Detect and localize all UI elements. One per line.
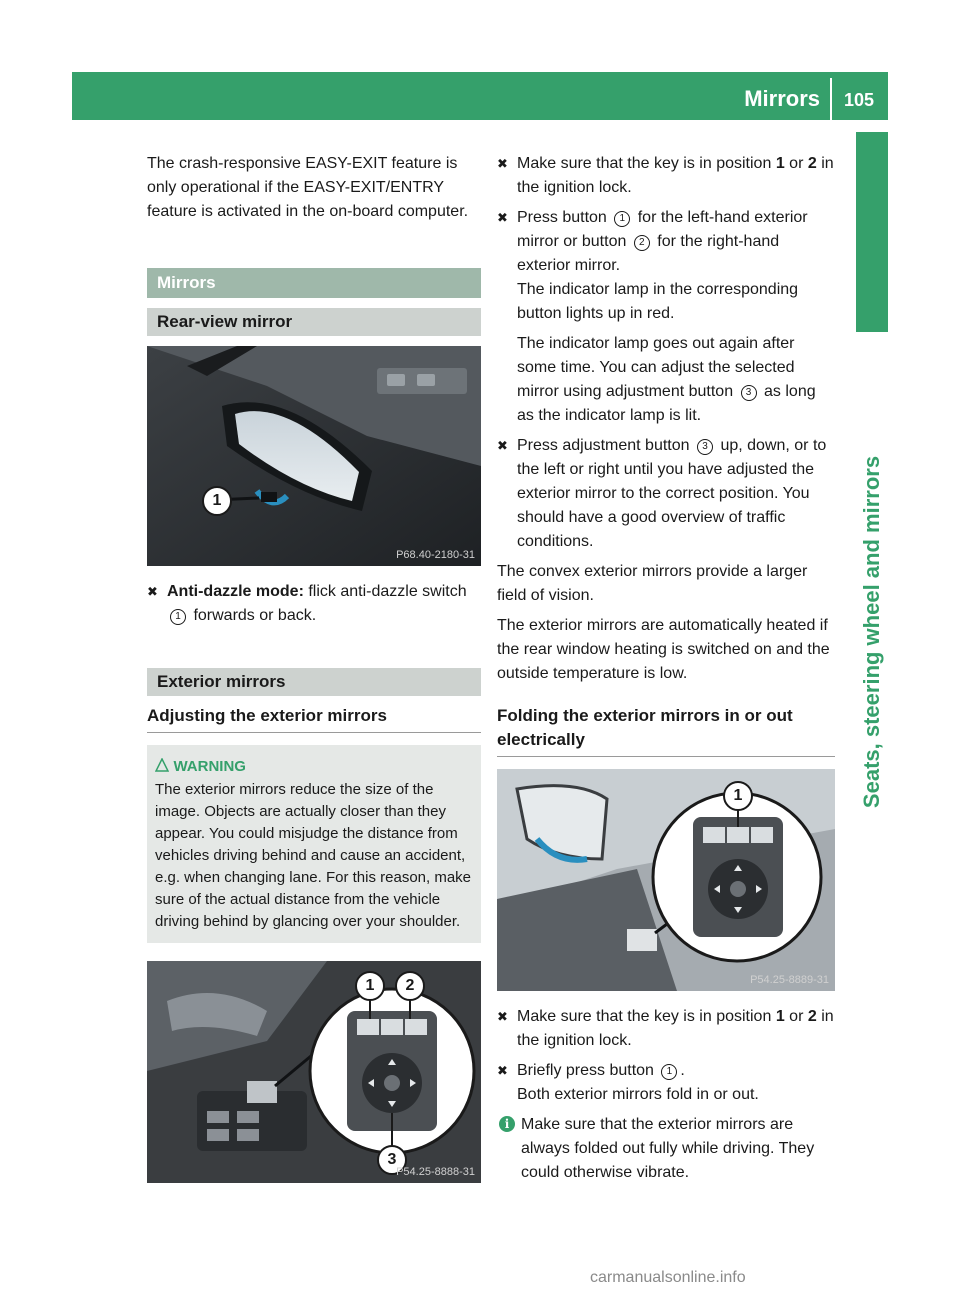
- section-heading-mirrors: Mirrors: [147, 268, 481, 298]
- warning-header: [155, 755, 473, 779]
- warning-text: The exterior mirrors reduce the size of the image. Objects are actually closer than they appear. You could misjudge the distance from vehicles driving behind and cause an accident, e.g. when changing lane. For this reason, make sure of the actual distance from the vehicle driving behind by glancing over your shoulder.: [155, 781, 472, 930]
- heading-folding-mirrors: Folding the exterior mirrors in or out electrically: [497, 704, 835, 757]
- figure2-callout-3: 3: [377, 1145, 407, 1175]
- number-circle-icon: 3: [741, 385, 757, 401]
- folding-mirror-illustration: [497, 769, 835, 991]
- step-arrow-icon: ✖: [497, 1009, 508, 1024]
- subsection-heading-rear-view-mirror: Rear-view mirror: [147, 308, 481, 336]
- header-divider: [830, 78, 832, 120]
- step-arrow-icon: ✖: [147, 584, 158, 599]
- step-key-position-2: ✖ Make sure that the key is in position 1 or 2 in the ignition lock.: [497, 1005, 835, 1053]
- side-tab-marker: [856, 132, 888, 332]
- warning-box: [147, 745, 481, 943]
- step-anti-dazzle: ✖ Anti-dazzle mode: flick anti-dazzle switch 1 forwards or back.: [147, 580, 481, 628]
- heading-adjusting-exterior-mirrors: Adjusting the exterior mirrors: [147, 704, 481, 733]
- number-circle-icon: 1: [170, 609, 186, 625]
- number-circle-icon: 3: [697, 439, 713, 455]
- paragraph-convex: The convex exterior mirrors provide a larger field of vision.: [497, 563, 808, 604]
- number-circle-icon: 1: [661, 1064, 677, 1080]
- step-adjust-mirror: ✖ Press adjustment button 3 up, down, or to the left or right until you have adjusted the exterior mirror to the correct position. You should have a good overview of traffic conditions.: [497, 434, 835, 554]
- step-arrow-icon: ✖: [497, 1063, 508, 1078]
- door-switch-figure: [147, 961, 481, 1183]
- door-switch-illustration: [147, 961, 481, 1183]
- step-arrow-icon: ✖: [497, 210, 508, 225]
- header-title: Mirrors: [744, 86, 820, 111]
- figure2-callout-2: 2: [395, 971, 425, 1001]
- page-number: 105: [843, 90, 874, 110]
- right-column: [497, 152, 835, 1185]
- watermark: carmanualsonline.info: [590, 1269, 746, 1286]
- step-briefly-press: ✖ Briefly press button 1 . Both exterior mirrors fold in or out.: [497, 1059, 835, 1107]
- subsection-heading-exterior-mirrors: Exterior mirrors: [147, 668, 481, 696]
- number-circle-icon: 1: [614, 211, 630, 227]
- intro-paragraph: The crash-responsive EASY-EXIT feature is only operational if the EASY-EXIT/ENTRY feature is activated in the on-board computer.: [147, 155, 469, 220]
- figure1-code: P68.40-2180-31: [396, 549, 475, 561]
- figure3-callout-1: 1: [723, 781, 753, 811]
- figure1-callout-1: 1: [202, 486, 232, 516]
- figure2-code: P54.25-8888-31: [396, 1166, 475, 1178]
- page-header: [72, 72, 888, 120]
- number-circle-icon: 2: [634, 235, 650, 251]
- left-column: [147, 152, 481, 1183]
- step-arrow-icon: ✖: [497, 156, 508, 171]
- warning-triangle-icon: [155, 758, 169, 772]
- paragraph-heated: The exterior mirrors are automatically heated if the rear window heating is switched on and the outside temperature is low.: [497, 617, 830, 682]
- step-key-position: ✖ Make sure that the key is in position 1 or 2 in the ignition lock.: [497, 152, 835, 200]
- rear-view-mirror-figure: [147, 346, 481, 566]
- step-arrow-icon: ✖: [497, 438, 508, 453]
- figure3-code: P54.25-8889-31: [750, 974, 829, 986]
- info-icon: i: [499, 1116, 515, 1132]
- folding-mirror-figure: [497, 769, 835, 991]
- rear-view-mirror-illustration: [147, 346, 481, 566]
- step-press-button: ✖ Press button 1 for the left-hand exterior mirror or button 2 for the right-hand exterior mirror. The indicator lamp in the corresponding button lights up in red. The indicator lamp goes out again after some time. You can adjust the selected mirror using adjustment button 3 as long as the indicator lamp is lit.: [497, 206, 835, 428]
- info-note: i Make sure that the exterior mirrors are always folded out fully while driving. They could otherwise vibrate.: [497, 1113, 835, 1185]
- warning-title: WARNING: [173, 758, 246, 775]
- figure2-callout-1: 1: [355, 971, 385, 1001]
